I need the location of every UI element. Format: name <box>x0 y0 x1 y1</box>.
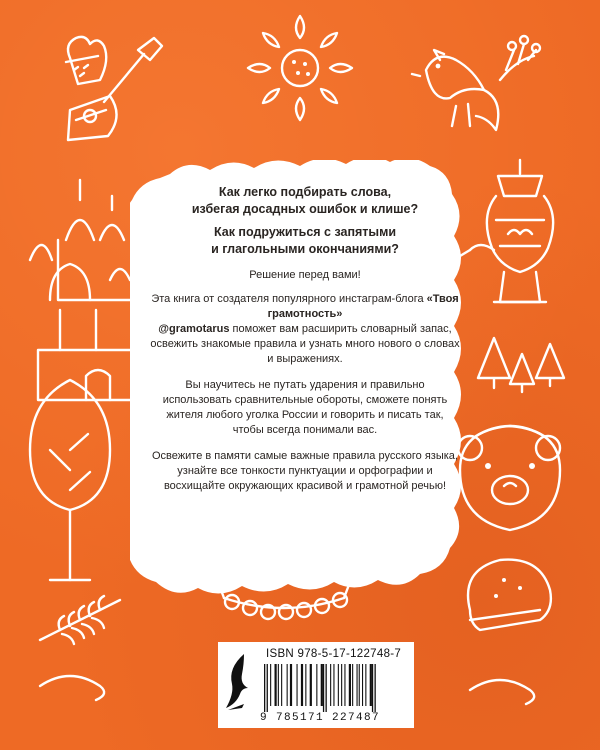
sunflower-icon <box>248 16 352 120</box>
fir-trees-icon <box>478 338 564 392</box>
paragraph-1: Эта книга от создателя популярного инстаграм-блога «Твоя грамотность» @gramotarus поможет вам расширить словарный запас, освежить знакомые правила и узнать много нового о словах и выражениях. <box>150 293 460 365</box>
lead-line: Решение перед вами! <box>249 269 361 281</box>
kremlin-icon <box>30 180 138 400</box>
bread-icon <box>468 560 551 630</box>
blog-name: «Твоя грамотность» <box>267 293 459 320</box>
tree-icon <box>30 380 110 580</box>
blog-handle: @gramotarus <box>158 323 230 335</box>
firebird-icon <box>412 50 498 130</box>
berry-branch-icon <box>500 36 540 80</box>
description-panel <box>130 160 480 600</box>
paragraph-3: Освежите в памяти самые важные правила русского языка, узнайте все тонкости пунктуации и орфографии и восхищайте окружающих красивой и грамотной речью! <box>152 450 458 492</box>
barcode-bars <box>262 664 408 712</box>
question-1: Как легко подбирать слова, избегая досадных ошибок и клише? <box>191 185 419 216</box>
mitten-icon <box>66 37 106 84</box>
description-text <box>150 184 460 505</box>
publisher-logo-icon <box>224 652 254 714</box>
isbn-number: ISBN 978-5-17-122748-7 <box>266 648 402 660</box>
ean-digits: 9 785171 227487 <box>260 712 381 724</box>
barcode-box <box>218 642 414 728</box>
paragraph-2: Вы научитесь не путать ударения и правильно использовать сравнительные обороты, сможете понять жителя любого уголка России и говорить и писать так, чтобы всегда понимали вас. <box>162 379 448 436</box>
question-2: Как подружиться с запятыми и глагольными окончаниями? <box>211 225 399 256</box>
wheat-icon <box>40 596 120 644</box>
balalaika-icon <box>68 38 162 140</box>
